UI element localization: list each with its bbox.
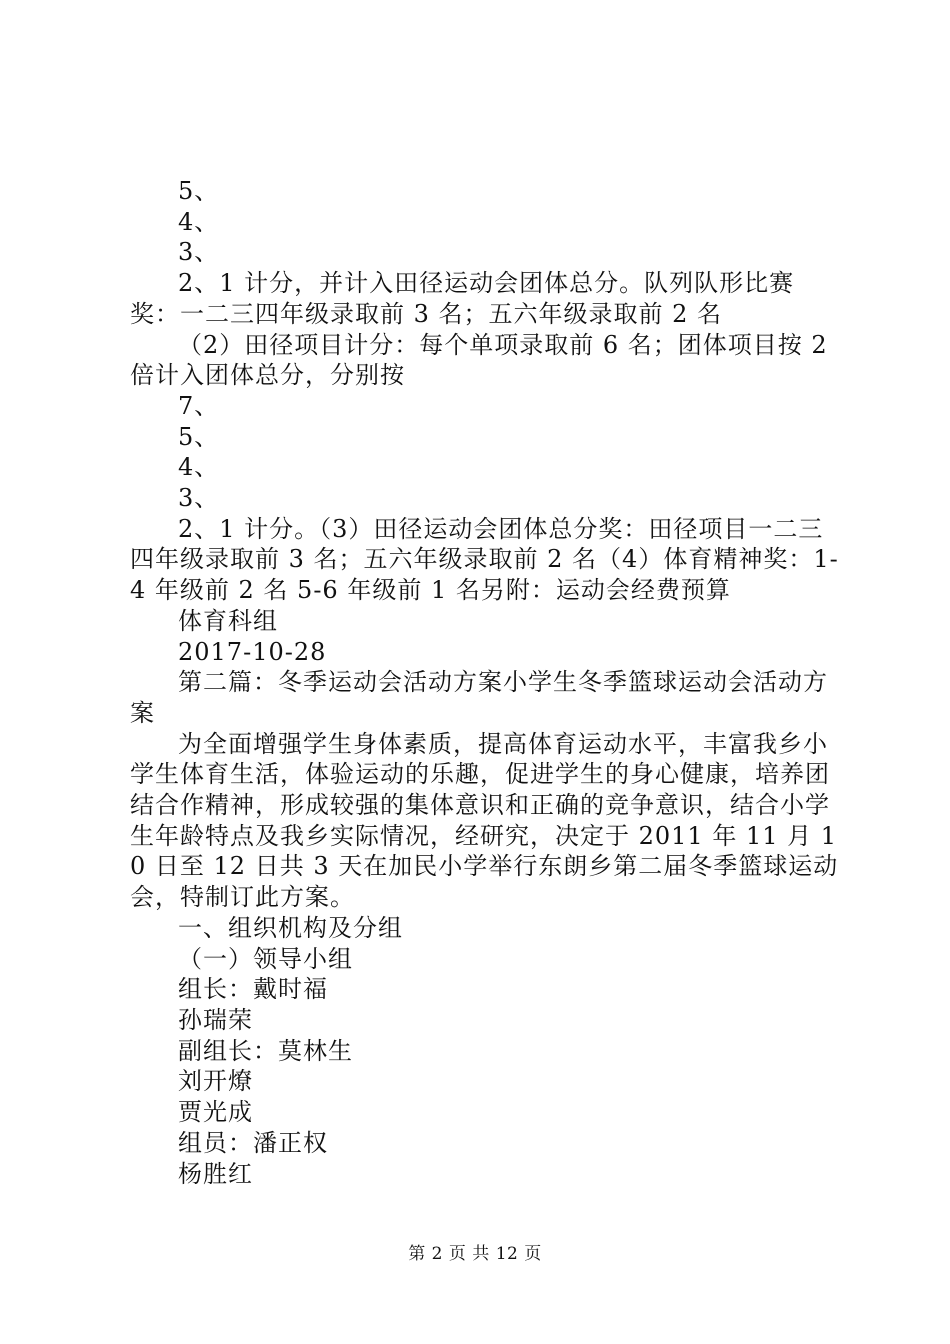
paragraph: 4、	[178, 207, 220, 236]
list-item: 杨胜红	[178, 1159, 253, 1188]
paragraph: （2）田径项目计分：每个单项录取前 6 名；团体项目按 2 倍计入团体总分，分别按	[130, 330, 828, 390]
paragraph: 3、	[178, 238, 220, 267]
paragraph: 2、1 计分。（3）田径运动会团体总分奖：田径项目一二三四年级录取前 3 名；五六年级录取前 2 名（4）体育精神奖：1-4 年级前 2 名 5-6 年级前 1 名另附：运动会经费预算	[130, 514, 839, 605]
paragraph: 4、	[178, 453, 220, 482]
paragraph: 2、1 计分，并计入田径运动会团体总分。队列队形比赛奖：一二三四年级录取前 3 名；五六年级录取前 2 名	[130, 269, 795, 328]
paragraph: 3、	[178, 484, 220, 513]
section-heading: 第二篇：冬季运动会活动方案小学生冬季篮球运动会活动方案	[130, 668, 828, 727]
list-item: 副组长：莫林生	[178, 1036, 353, 1065]
paragraph: 5、	[178, 177, 220, 205]
paragraph: 为全面增强学生身体素质，提高体育运动水平，丰富我乡小学生体育生活，体验运动的乐趣，促进学生的身心健康，培养团结合作精神，形成较强的集体意识和正确的竞争意识，结合小学生年龄特点及我乡实际情况，经研究，决定于 2011 年 11 月 10 日至 12 日共 3 天在加民小学举行东朗乡第二届冬季篮球运动会，特制订此方案。	[130, 729, 839, 912]
paragraph: 5、	[178, 422, 220, 451]
subsection-heading: （一）领导小组	[178, 944, 353, 973]
signature-department: 体育科组	[178, 606, 278, 635]
document-body	[130, 176, 840, 1189]
list-item: 孙瑞荣	[178, 1005, 253, 1034]
list-item: 组长：戴时福	[178, 975, 328, 1004]
list-item: 贾光成	[178, 1098, 253, 1127]
section-heading: 一、组织机构及分组	[178, 913, 403, 942]
paragraph: 7、	[178, 391, 220, 420]
list-item: 刘开燎	[178, 1067, 253, 1096]
page-footer: 第 2 页 共 12 页	[408, 1244, 542, 1264]
signature-date: 2017-10-28	[178, 637, 327, 666]
list-item: 组员：潘正权	[178, 1128, 328, 1157]
